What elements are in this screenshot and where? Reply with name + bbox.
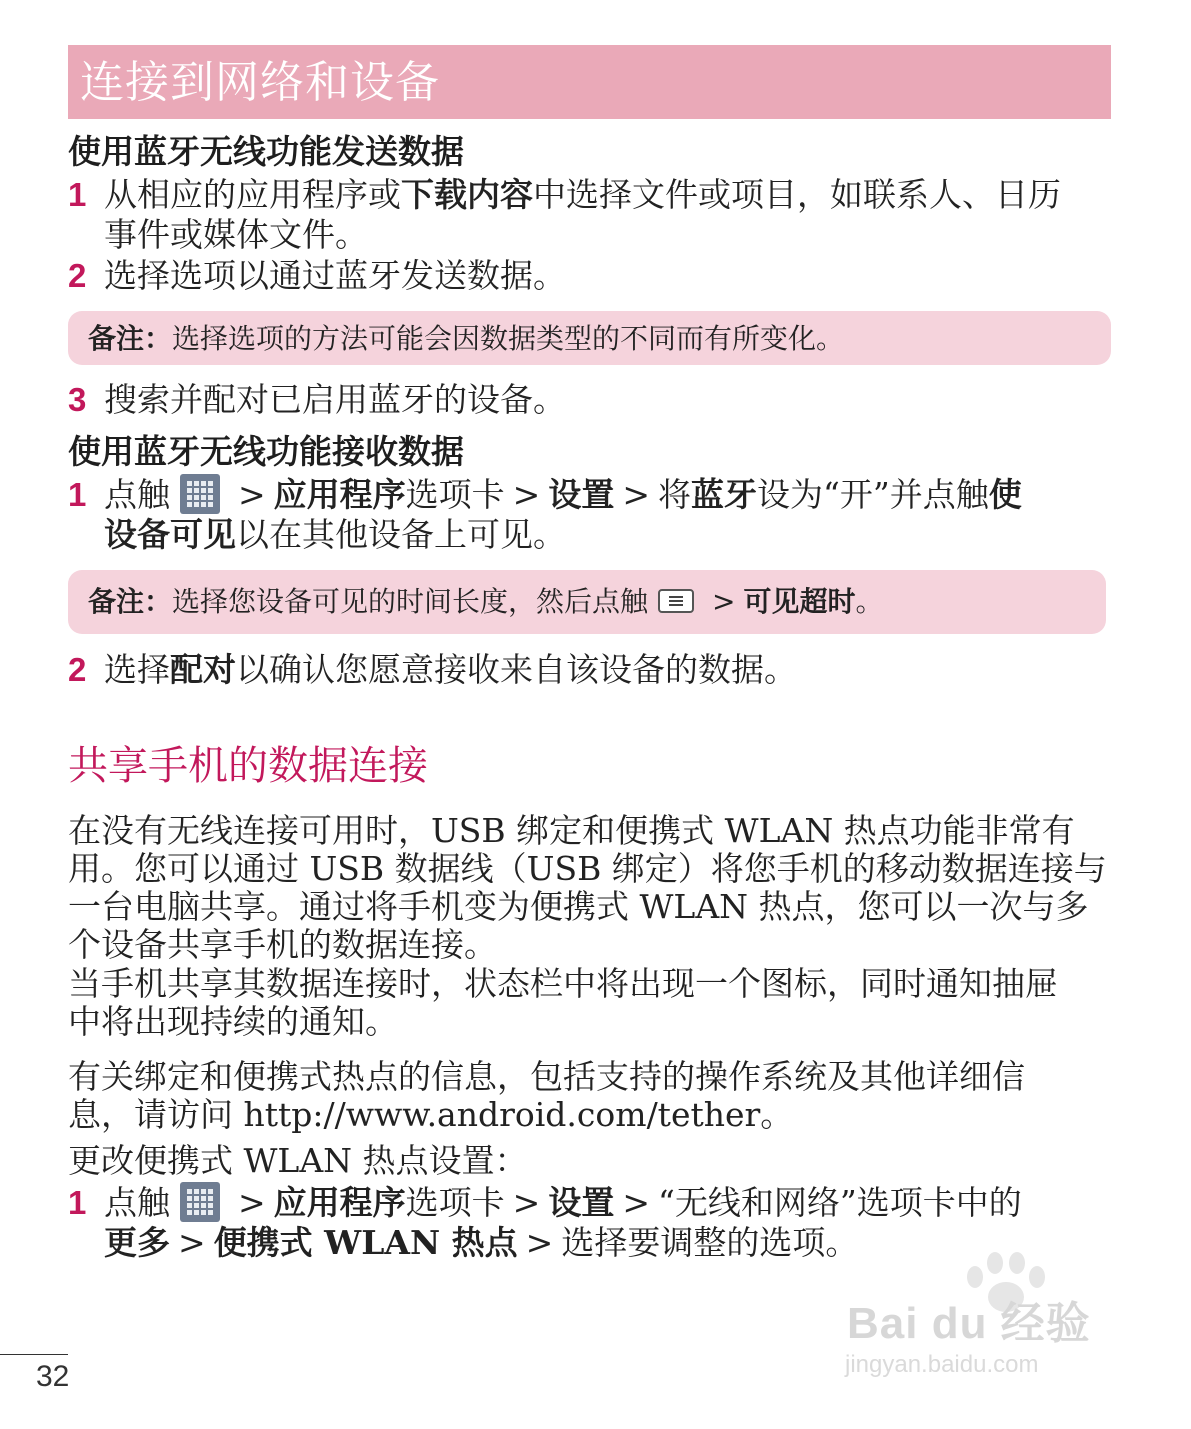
portable-hotspot-label: 便携式 WLAN 热点	[213, 1223, 518, 1262]
section-heading-receive: 使用蓝牙无线功能接收数据	[68, 433, 464, 470]
paragraph-line: 在没有无线连接可用时，USB 绑定和便携式 WLAN 热点功能非常有	[68, 811, 1075, 850]
page-number: 32	[36, 1360, 70, 1393]
settings-label: 设置	[548, 475, 615, 514]
apps-grid-icon	[180, 474, 220, 514]
applications-tab-label: 应用程序	[273, 475, 406, 514]
chevron-right-icon: >	[238, 1183, 266, 1222]
paragraph-line: 当手机共享其数据连接时，状态栏中将出现一个图标，同时通知抽屉	[68, 964, 1058, 1003]
note-text: 。	[855, 585, 884, 618]
step-text: 将	[657, 475, 691, 514]
note-box	[68, 570, 1106, 634]
paragraph-line: 个设备共享手机的数据连接。	[68, 925, 497, 964]
paragraph-change-settings	[68, 1142, 1118, 1180]
downloads-link: 下载内容	[401, 175, 533, 214]
pair-label: 配对	[170, 650, 236, 689]
chevron-right-icon: >	[622, 1183, 650, 1222]
baidu-logo: Bai du 经验	[847, 1299, 1091, 1348]
visible-timeout-label: 可见超时	[743, 586, 856, 617]
step-text: 设为“开”并点触	[756, 475, 989, 514]
step-text: 搜索并配对已启用蓝牙的设备。	[104, 380, 566, 419]
send-step-1	[68, 175, 1118, 255]
step-number: 2	[68, 651, 87, 688]
applications-tab-label: 应用程序	[273, 1183, 406, 1222]
step-number: 2	[68, 257, 87, 294]
page-title: 连接到网络和设备	[80, 58, 440, 107]
more-label: 更多	[104, 1223, 170, 1262]
paragraph-line: 用。您可以通过 USB 数据线（USB 绑定）将您手机的移动数据连接与	[68, 849, 1107, 888]
step-text: 选择选项以通过蓝牙发送数据。	[104, 256, 566, 295]
tether-url-line: 息，请访问 http://www.android.com/tether。	[68, 1095, 794, 1134]
chevron-right-icon: >	[622, 475, 650, 514]
step-text: 中选择文件或项目，如联系人、日历	[533, 175, 1061, 214]
step-text: 点触	[104, 475, 170, 514]
settings-label: 设置	[548, 1183, 615, 1222]
make-visible-label: 使	[988, 475, 1022, 514]
make-visible-label: 设备可见	[104, 515, 236, 554]
note-text: 选择您设备可见的时间长度，然后点触	[172, 585, 649, 618]
chevron-right-icon: >	[512, 1183, 541, 1222]
step-text: 从相应的应用程序或	[104, 175, 401, 214]
step-text: 选项卡	[405, 475, 505, 514]
paragraph-info	[68, 1058, 1118, 1134]
step-text: 事件或媒体文件。	[104, 215, 368, 254]
step-text: 点触	[104, 1183, 170, 1222]
step-text: “无线和网络”选项卡中的	[657, 1183, 1022, 1222]
send-step-3	[68, 380, 1118, 420]
step-text: 选择要调整的选项。	[561, 1223, 859, 1262]
apps-grid-icon	[180, 1182, 220, 1222]
step-text: 选项卡	[405, 1183, 505, 1222]
paragraph-line: 有关绑定和便携式热点的信息，包括支持的操作系统及其他详细信	[68, 1057, 1025, 1096]
step-number: 1	[68, 176, 87, 213]
send-step-2	[68, 256, 1118, 296]
chevron-right-icon: >	[525, 1223, 554, 1262]
paragraph-line: 中将出现持续的通知。	[68, 1002, 398, 1041]
paragraph-intro	[68, 812, 1118, 964]
section-title-tethering: 共享手机的数据连接	[68, 744, 428, 788]
menu-icon	[658, 589, 694, 613]
step-text: 以确认您愿意接收来自该设备的数据。	[236, 650, 797, 689]
chevron-right-icon: >	[238, 475, 266, 514]
step-number: 3	[68, 381, 87, 418]
chevron-right-icon: >	[512, 475, 541, 514]
chevron-right-icon: >	[178, 1223, 206, 1262]
bluetooth-label: 蓝牙	[690, 475, 757, 514]
note-text: 选择选项的方法可能会因数据类型的不同而有所变化。	[172, 322, 845, 355]
paragraph-status	[68, 965, 1118, 1041]
note-label: 备注：	[88, 323, 173, 354]
step-number: 1	[68, 476, 87, 513]
watermark	[835, 1255, 1125, 1395]
section-heading-send: 使用蓝牙无线功能发送数据	[68, 133, 464, 170]
chevron-right-icon: >	[712, 585, 736, 618]
watermark-url: jingyan.baidu.com	[845, 1351, 1039, 1378]
step-text: 选择	[104, 650, 170, 689]
header-bar	[68, 45, 1111, 119]
note-box	[68, 311, 1111, 365]
receive-step-1	[68, 475, 1118, 555]
paragraph-line: 更改便携式 WLAN 热点设置：	[68, 1141, 528, 1180]
note-label: 备注：	[88, 586, 173, 617]
step-text: 以在其他设备上可见。	[236, 515, 566, 554]
footer-rule	[0, 1354, 68, 1355]
receive-step-2	[68, 650, 1118, 690]
step-number: 1	[68, 1184, 87, 1221]
paragraph-line: 一台电脑共享。通过将手机变为便携式 WLAN 热点，您可以一次与多	[68, 887, 1089, 926]
